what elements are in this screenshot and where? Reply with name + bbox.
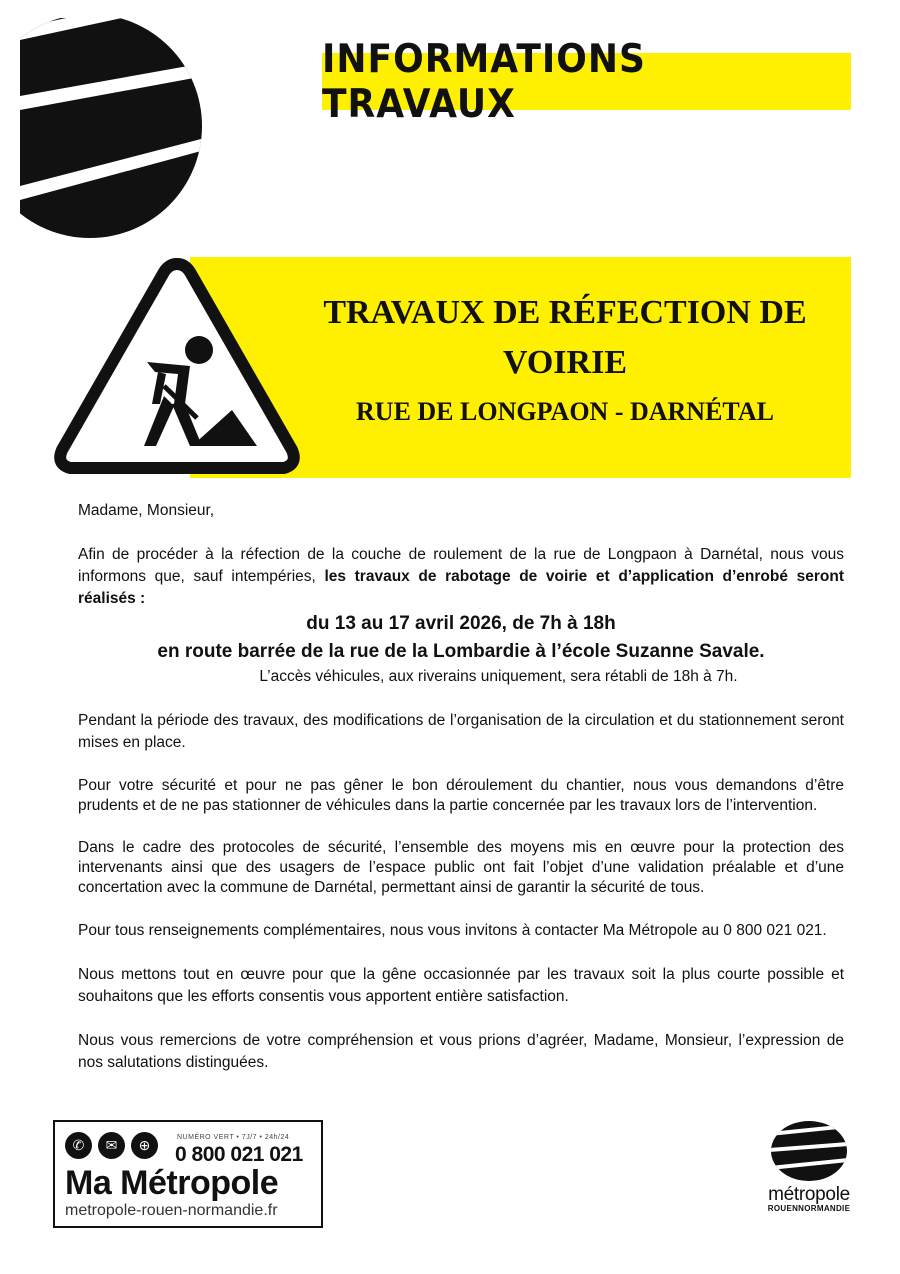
metropole-stripes-logo — [20, 18, 205, 238]
roadworks-warning-icon — [52, 254, 302, 480]
works-route: en route barrée de la rue de la Lombardie à l’école Suzanne Savale. — [157, 641, 765, 662]
contact-phone[interactable]: 0 800 021 021 — [175, 1143, 303, 1166]
info-banner — [322, 36, 851, 127]
contact-url[interactable]: metropole-rouen-normandie.fr — [65, 1202, 278, 1219]
headline — [300, 288, 830, 432]
greeting: Madame, Monsieur, — [78, 502, 215, 519]
metropole-footer-logo — [764, 1120, 854, 1213]
access-note: L’accès véhicules, aux riverains uniquement, sera rétabli de 18h à 7h. — [259, 668, 738, 685]
headline-title: TRAVAUX DE RÉFECTION DE VOIRIE — [323, 294, 807, 381]
banner-title: INFORMATIONS TRAVAUX — [322, 36, 646, 127]
works-dates: du 13 au 17 avril 2026, de 7h à 18h — [306, 613, 616, 634]
intro-text: Afin de procéder à la réfection de la couche de roulement de la rue de Longpaon à Darnétal, nous vous informons que, sauf intempéries, — [78, 546, 844, 585]
intro-bold-text: les travaux de rabotage de voirie et d’application d’enrobé seront réalisés : — [78, 568, 844, 607]
ma-metropole-contact-box — [53, 1120, 323, 1228]
contact-paragraph: Pour tous renseignements complémentaires, nous vous invitons à contacter Ma Métropole au 0 800 021 021. — [78, 922, 827, 939]
protocols-paragraph: Dans le cadre des protocoles de sécurité, l’ensemble des moyens mis en œuvre pour la protection des intervenants ainsi que des usagers de l’espace public ont fait l’objet d’une validation préalable et d’une concertation avec la commune de Darnétal, permettant ainsi de garantir la sécurité de tous. — [78, 839, 844, 896]
footer-logo-sub: ROUENNORMANDIE — [767, 1204, 851, 1213]
circulation-paragraph: Pendant la période des travaux, des modifications de l’organisation de la circulation et du stationnement seront mises en place. — [78, 712, 844, 751]
inconvenience-paragraph: Nous mettons tout en œuvre pour que la gêne occasionnée par les travaux soit la plus courte possible et souhaitons que les efforts consentis vous apportent entière satisfaction. — [78, 966, 844, 1005]
contact-brand-name: Ma Métropole — [65, 1164, 279, 1202]
metropole-circle-icon — [770, 1120, 848, 1182]
intro-paragraph — [78, 544, 844, 610]
letter-body — [78, 500, 844, 1074]
globe-icon: ⊕ — [131, 1132, 158, 1159]
footer-logo-name: métropole — [768, 1184, 850, 1205]
closing-paragraph: Nous vous remercions de votre compréhension et vous prions d’agréer, Madame, Monsieur, l’expression de nos salutations distinguées. — [78, 1032, 844, 1071]
headline-location: RUE DE LONGPAON - DARNÉTAL — [356, 397, 774, 426]
contact-tagline: NUMÉRO VERT • 7J/7 • 24h/24 — [177, 1134, 290, 1141]
mail-icon: ✉ — [98, 1132, 125, 1159]
safety-paragraph: Pour votre sécurité et pour ne pas gêner le bon déroulement du chantier, nous vous demandons d’être prudents et de ne pas stationner de véhicules dans la partie concernée par les travaux lors de l’intervention. — [78, 777, 844, 814]
phone-icon: ✆ — [65, 1132, 92, 1159]
